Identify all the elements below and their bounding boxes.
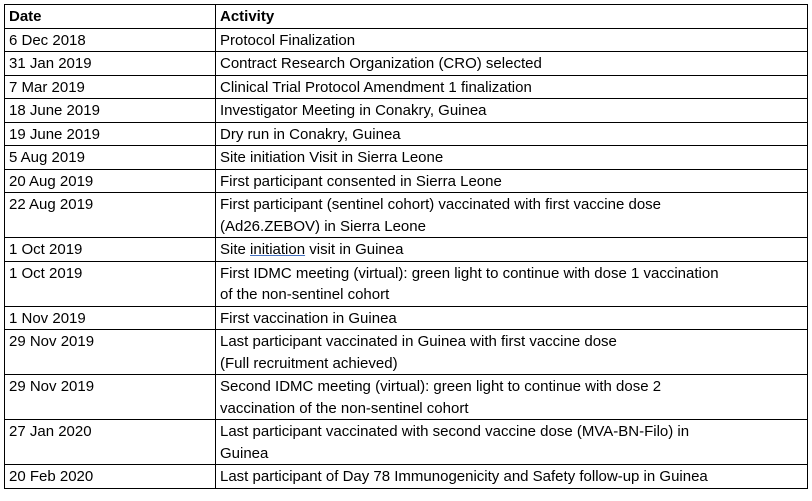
date-cell: 20 Feb 2020 [5,465,216,489]
table-row [5,238,808,262]
table-row [5,306,808,330]
activity-text: visit in Guinea [305,241,404,258]
activity-cell: Contract Research Organization (CRO) selected [216,52,808,76]
activity-cell [216,420,808,465]
activity-cell: First vaccination in Guinea [216,306,808,330]
date-cell: 18 June 2019 [5,99,216,123]
activity-cell: First participant consented in Sierra Leone [216,169,808,193]
date-cell: 31 Jan 2019 [5,52,216,76]
header-row [5,5,808,29]
activity-column-header: Activity [216,5,808,29]
spellcheck-underlined-word: initiation [250,241,306,258]
table-row [5,75,808,99]
activity-line: (Full recruitment achieved) [220,354,398,372]
table-row [5,261,808,306]
activity-line: Last participant vaccinated with second vaccine dose (MVA-BN-Filo) in [220,423,690,440]
table-row [5,28,808,52]
date-cell: 29 Nov 2019 [5,375,216,420]
table-row [5,169,808,193]
timeline-table [4,4,808,489]
table-row [5,146,808,170]
activity-line: of the non-sentinel cohort [220,286,390,303]
date-cell: 27 Jan 2020 [5,420,216,465]
activity-cell [216,193,808,238]
table-row [5,465,808,489]
activity-line: vaccination of the non-sentinel cohort [220,399,469,417]
table-row [5,99,808,123]
activity-cell: Site initiation Visit in Sierra Leone [216,146,808,170]
activity-text: Site [220,241,251,258]
date-cell: 1 Oct 2019 [5,238,216,262]
date-cell: 7 Mar 2019 [5,75,216,99]
date-cell: 22 Aug 2019 [5,193,216,238]
activity-cell [216,261,808,306]
date-cell: 19 June 2019 [5,122,216,146]
activity-cell [216,238,808,262]
activity-cell: Last participant of Day 78 Immunogenicity and Safety follow-up in Guinea [216,465,808,489]
table-row [5,330,808,375]
date-cell: 29 Nov 2019 [5,330,216,375]
date-cell: 1 Oct 2019 [5,261,216,306]
activity-cell: Clinical Trial Protocol Amendment 1 finalization [216,75,808,99]
activity-cell: Investigator Meeting in Conakry, Guinea [216,99,808,123]
activity-line: First participant (sentinel cohort) vaccinated with first vaccine dose [220,196,662,213]
activity-line: Guinea [220,444,269,462]
table-row [5,420,808,465]
table-row [5,52,808,76]
activity-line: Second IDMC meeting (virtual): green light to continue with dose 2 [220,378,662,395]
table-row [5,122,808,146]
table-row [5,193,808,238]
date-column-header: Date [5,5,216,29]
activity-cell: Protocol Finalization [216,28,808,52]
date-cell: 1 Nov 2019 [5,306,216,330]
activity-cell [216,375,808,420]
table-row [5,375,808,420]
activity-cell: Dry run in Conakry, Guinea [216,122,808,146]
activity-line: (Ad26.ZEBOV) in Sierra Leone [220,217,426,235]
activity-line: First IDMC meeting (virtual): green light to continue with dose 1 vaccination [220,264,719,282]
date-cell: 6 Dec 2018 [5,28,216,52]
date-cell: 20 Aug 2019 [5,169,216,193]
activity-cell [216,330,808,375]
date-cell: 5 Aug 2019 [5,146,216,170]
activity-line: Last participant vaccinated in Guinea with first vaccine dose [220,333,617,350]
